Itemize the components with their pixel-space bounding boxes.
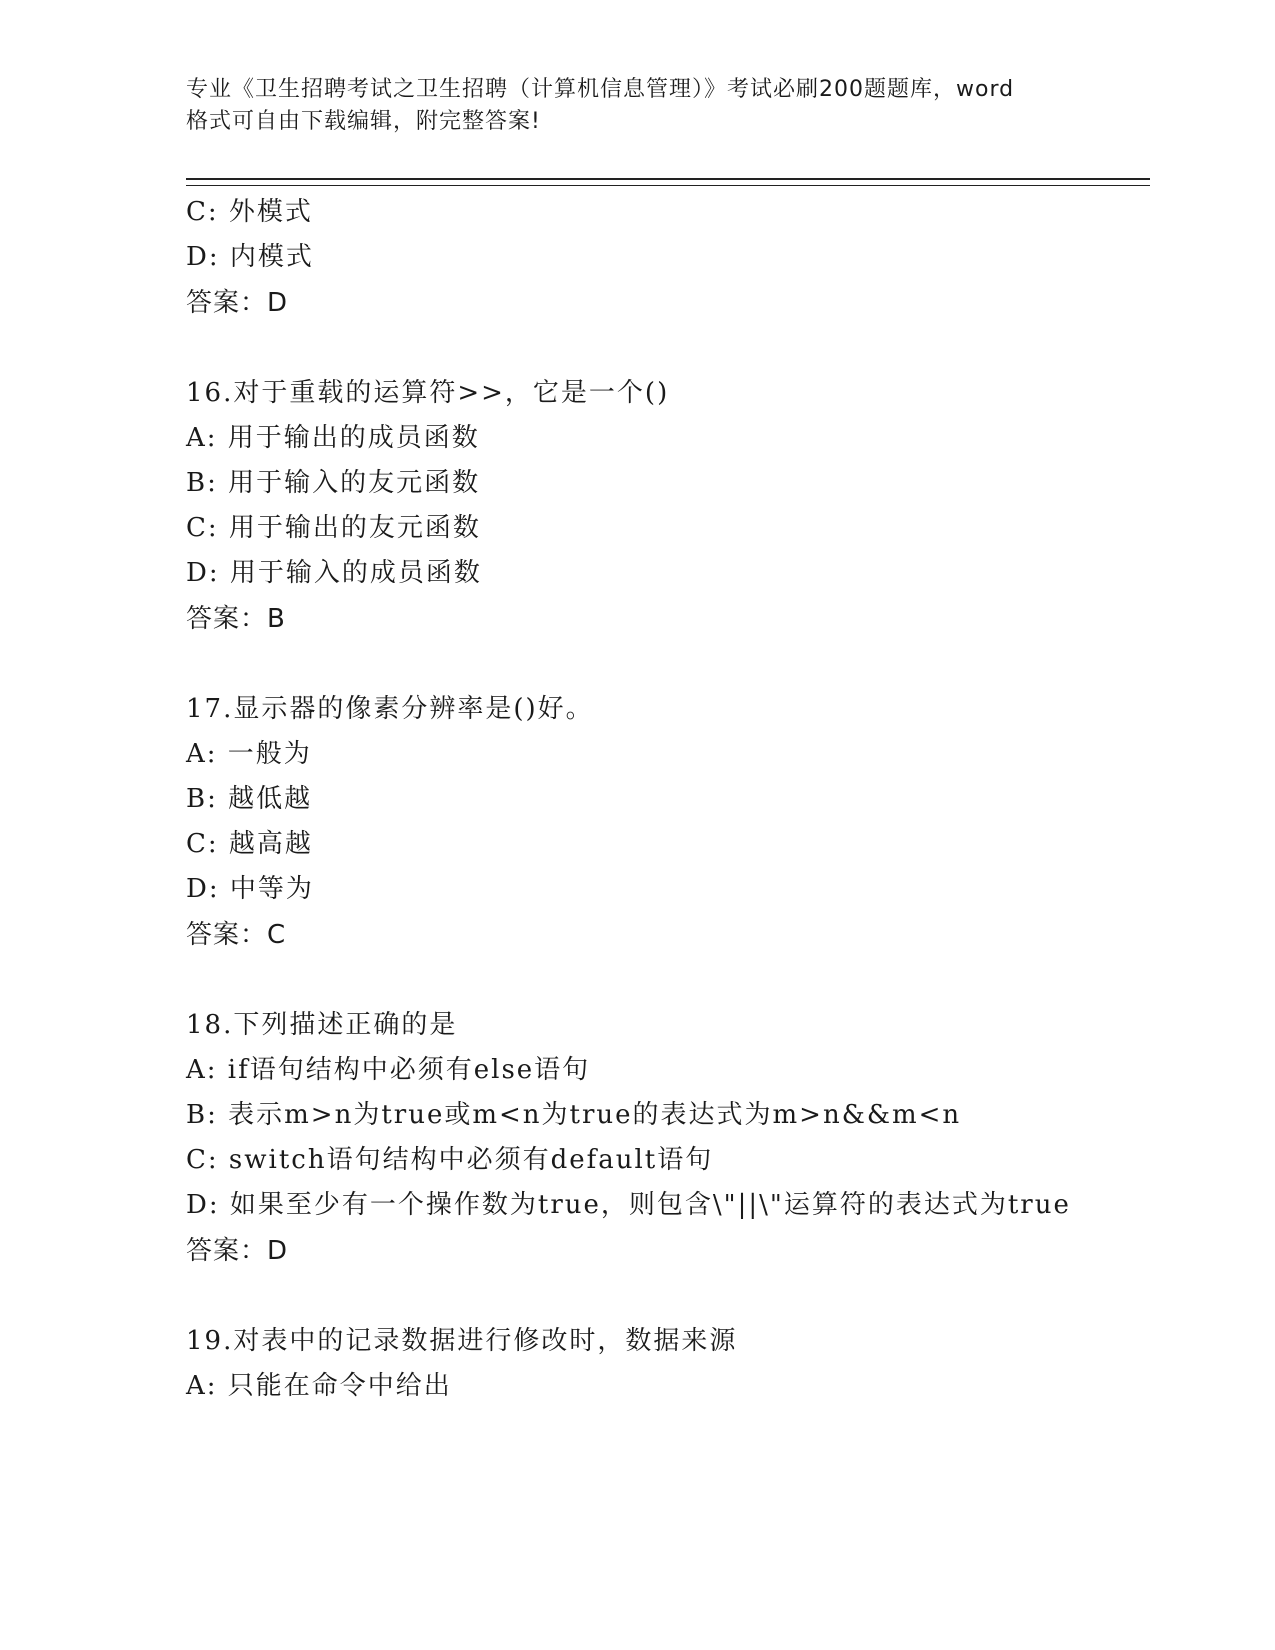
answer: 答案：D	[186, 1236, 289, 1266]
question-stem: 17.显示器的像素分辨率是()好。	[186, 694, 594, 724]
option-c: C: 用于输出的友元函数	[186, 513, 481, 543]
question-content	[186, 190, 1106, 1409]
header-line-2: 格式可自由下载编辑，附完整答案!	[186, 109, 541, 134]
option-d: D: 如果至少有一个操作数为true，则包含\"||\"运算符的表达式为true	[186, 1190, 1071, 1220]
answer: 答案：B	[186, 604, 286, 634]
answer: 答案：D	[186, 288, 289, 318]
question-stem: 16.对于重载的运算符>>，它是一个()	[186, 378, 670, 408]
option-a: A: 一般为	[186, 739, 312, 769]
option-b: B: 用于输入的友元函数	[186, 468, 481, 498]
option-d: D: 中等为	[186, 874, 314, 904]
option-a: A: 只能在命令中给出	[186, 1371, 452, 1401]
option-d: D: 内模式	[186, 242, 314, 272]
option-b: B: 越低越	[186, 784, 313, 814]
header-rule	[186, 178, 1150, 186]
option-c: C: 外模式	[186, 197, 313, 227]
option-c: C: switch语句结构中必须有default语句	[186, 1145, 714, 1175]
question-stem: 18.下列描述正确的是	[186, 1010, 458, 1040]
option-b: B: 表示m>n为true或m<n为true的表达式为m>n&&m<n	[186, 1100, 962, 1130]
option-d: D: 用于输入的成员函数	[186, 558, 482, 588]
answer: 答案：C	[186, 920, 287, 950]
page-header	[186, 74, 1106, 138]
option-a: A: if语句结构中必须有else语句	[186, 1055, 591, 1085]
option-a: A: 用于输出的成员函数	[186, 423, 480, 453]
option-c: C: 越高越	[186, 829, 313, 859]
question-stem: 19.对表中的记录数据进行修改时，数据来源	[186, 1326, 738, 1356]
header-line-1: 专业《卫生招聘考试之卫生招聘（计算机信息管理）》考试必刷200题题库，word	[186, 77, 1015, 102]
